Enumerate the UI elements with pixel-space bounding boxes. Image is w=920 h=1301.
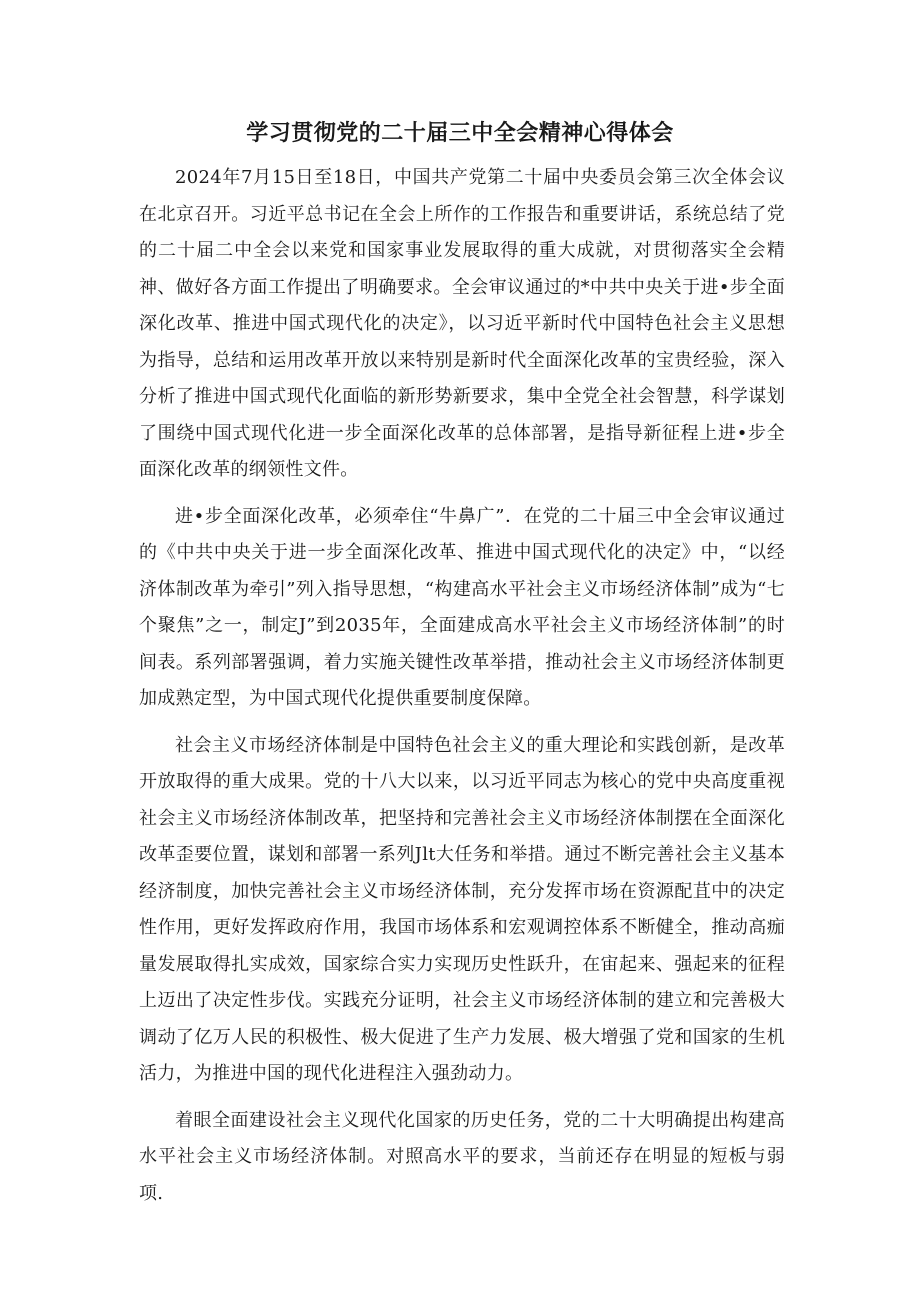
paragraph-4: 着眼全面建设社会主义现代化国家的历史任务，党的二十大明确提出构建高水平社会主义市场经济体制。对照高水平的要求，当前还存在明显的短板与弱项. [139, 1109, 785, 1204]
paragraph-1: 2024年7月15日至18日，中国共产党第二十届中央委员会第三次全体会议在北京召开。习近平总书记在全会上所作的工作报告和重要讲话，系统总结了党的二十届二中全会以来党和国家事业发展取得的重大成就，对贯彻落实全会精神、做好各方面工作提出了明确要求。全会审议通过的*中共中央关于进•步全面深化改革、推进中国式现代化的决定》，以习近平新时代中国特色社会主义思想为指导，总结和运用改革开放以来特别是新时代全面深化改革的宝贵经验，深入分析了推进中国式现代化面临的新形势新要求，集中全党全社会智慧，科学谋划了围绕中国式现代化进一步全面深化改革的总体部署，是指导新征程上进•步全面深化改革的纲领性文件。 [139, 167, 785, 480]
paragraph-3: 社会主义市场经济体制是中国特色社会主义的重大理论和实践创新，是改革开放取得的重大成果。党的十八大以来，以习近平同志为核心的党中央高度重视社会主义市场经济体制改革，把坚持和完善社会主义市场经济体制摆在全面深化改革歪要位置，谋划和部署一系列Jlt大任务和举措。通过不断完善社会主义基本经济制度，加快完善社会主义市场经济体制，充分发挥市场在资源配苴中的决定性作用，更好发挥政府作用，我国市场体系和宏观调控体系不断健全，推动高痂量发展取得扎实成效，国家综合实力实现历史性跃升，在宙起来、强起来的征程上迈出了决定性步伐。实践充分证明，社会主义市场经济体制的建立和完善极大调动了亿万人民的积极性、极大促进了生产力发展、极大增强了党和国家的生机活力，为推进中国的现代化进程注入强劲动力。 [139, 734, 785, 1084]
paragraph-2: 进•步全面深化改革，必须牵住“牛鼻广”．在党的二十届三中全会审议通过的《中共中央关于进一步全面深化改革、推进中国式现代化的决定》中，“以经济体制改革为牵引”列入指导思想，“构建高水平社会主义市场经济体制”成为“七个聚焦”之一，制定J”到2035年，全面建成高水平社会主义市场经济体制”的时间表。系列部署强调，着力实施关键性改革举措，推动社会主义市场经济体制更加成熟定型，为中国式现代化提供重要制度保障。 [139, 505, 785, 709]
document-body [139, 160, 785, 1212]
document-title: 学习贯彻党的二十届三中全会精神心得体会 [246, 121, 674, 146]
